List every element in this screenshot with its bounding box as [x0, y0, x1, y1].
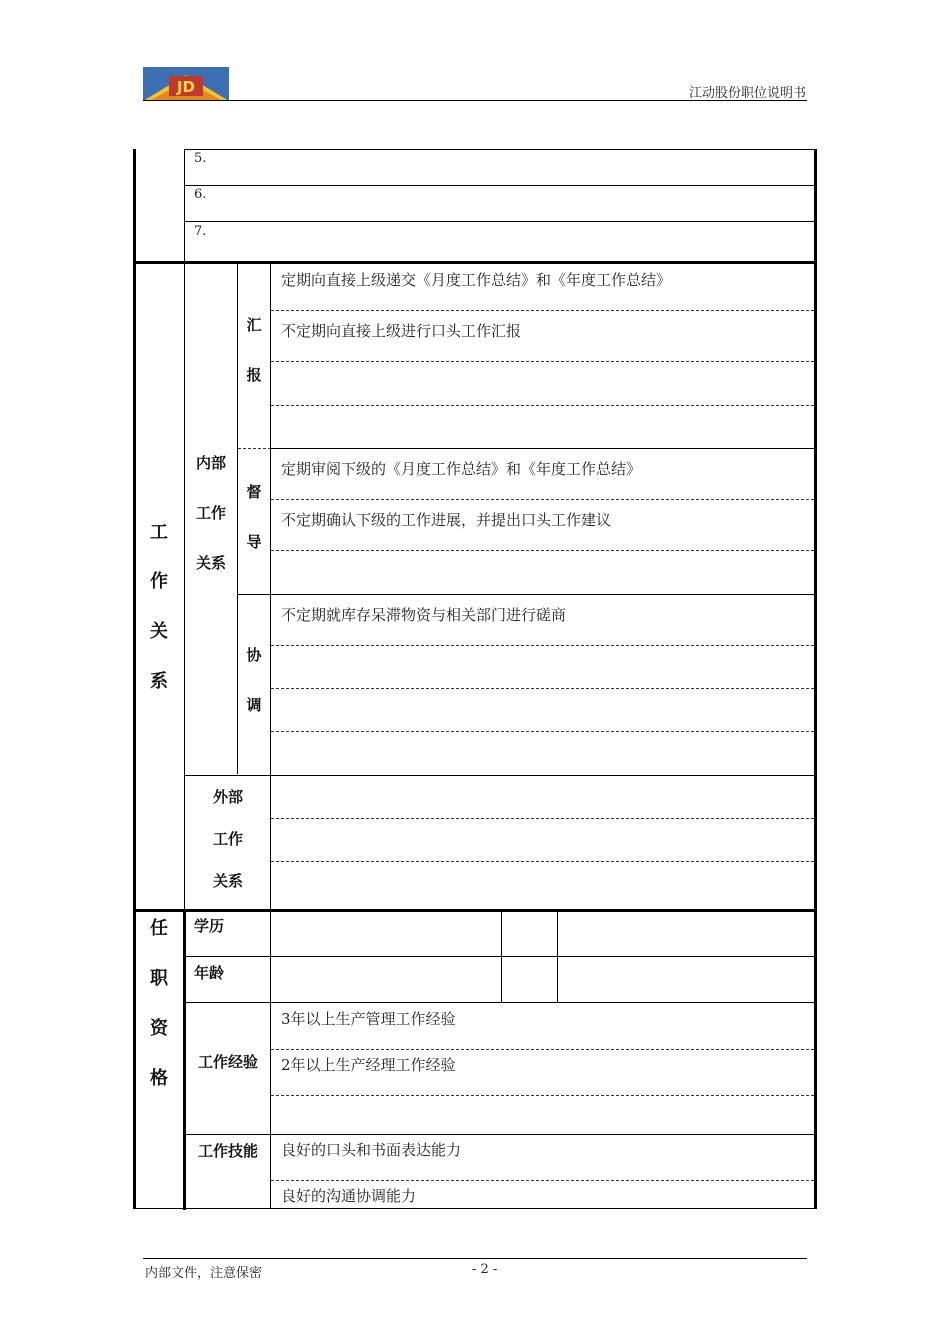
section-char: 作 — [150, 571, 168, 592]
header-rule — [143, 100, 807, 101]
section-char: 系 — [150, 671, 168, 692]
section-char: 关 — [150, 621, 168, 642]
label-char: 协 — [246, 646, 262, 664]
label-line: 关系 — [195, 554, 226, 572]
label-line: 内部 — [195, 454, 226, 472]
coordinate-item-1: 不定期就库存呆滞物资与相关部门进行磋商 — [281, 606, 567, 624]
label-char: 导 — [246, 533, 262, 551]
logo-text: JD — [176, 78, 196, 96]
report-item-2: 不定期向直接上级进行口头工作汇报 — [281, 322, 522, 340]
document-title: 江动股份职位说明书 — [688, 86, 806, 101]
label-char: 调 — [246, 696, 262, 714]
skills-item-1: 良好的口头和书面表达能力 — [281, 1141, 462, 1159]
skills-item-2: 良好的沟通协调能力 — [281, 1187, 417, 1205]
supervise-item-1: 定期审阅下级的《月度工作总结》和《年度工作总结》 — [281, 460, 642, 478]
company-logo — [143, 67, 229, 101]
footer-rule — [143, 1258, 807, 1259]
label-char: 督 — [246, 483, 262, 501]
experience-label: 工作经验 — [197, 1053, 258, 1071]
list-number-7: 7. — [194, 224, 207, 239]
section-char: 格 — [150, 1068, 168, 1089]
age-label: 年龄 — [194, 964, 225, 982]
section-char: 任 — [150, 918, 168, 939]
education-label: 学历 — [194, 917, 225, 935]
section-char: 职 — [150, 968, 168, 989]
experience-item-2: 2年以上生产经理工作经验 — [281, 1056, 456, 1074]
page-number: - 2 - — [472, 1262, 498, 1277]
report-item-1: 定期向直接上级递交《月度工作总结》和《年度工作总结》 — [281, 271, 672, 289]
label-line: 工作 — [212, 830, 243, 848]
supervise-item-2: 不定期确认下级的工作进展，并提出口头工作建议 — [281, 511, 612, 529]
section-char: 工 — [150, 522, 168, 543]
label-line: 外部 — [212, 788, 243, 806]
list-number-5: 5. — [194, 151, 207, 166]
label-char: 汇 — [246, 316, 262, 334]
label-char: 报 — [246, 366, 262, 384]
footer-confidential: 内部文件，注意保密 — [145, 1266, 263, 1281]
label-line: 关系 — [212, 872, 243, 890]
label-line: 工作 — [195, 504, 226, 522]
experience-item-1: 3年以上生产管理工作经验 — [281, 1010, 456, 1028]
section-char: 资 — [150, 1018, 168, 1039]
list-number-6: 6. — [194, 187, 207, 202]
skills-label: 工作技能 — [197, 1142, 258, 1160]
